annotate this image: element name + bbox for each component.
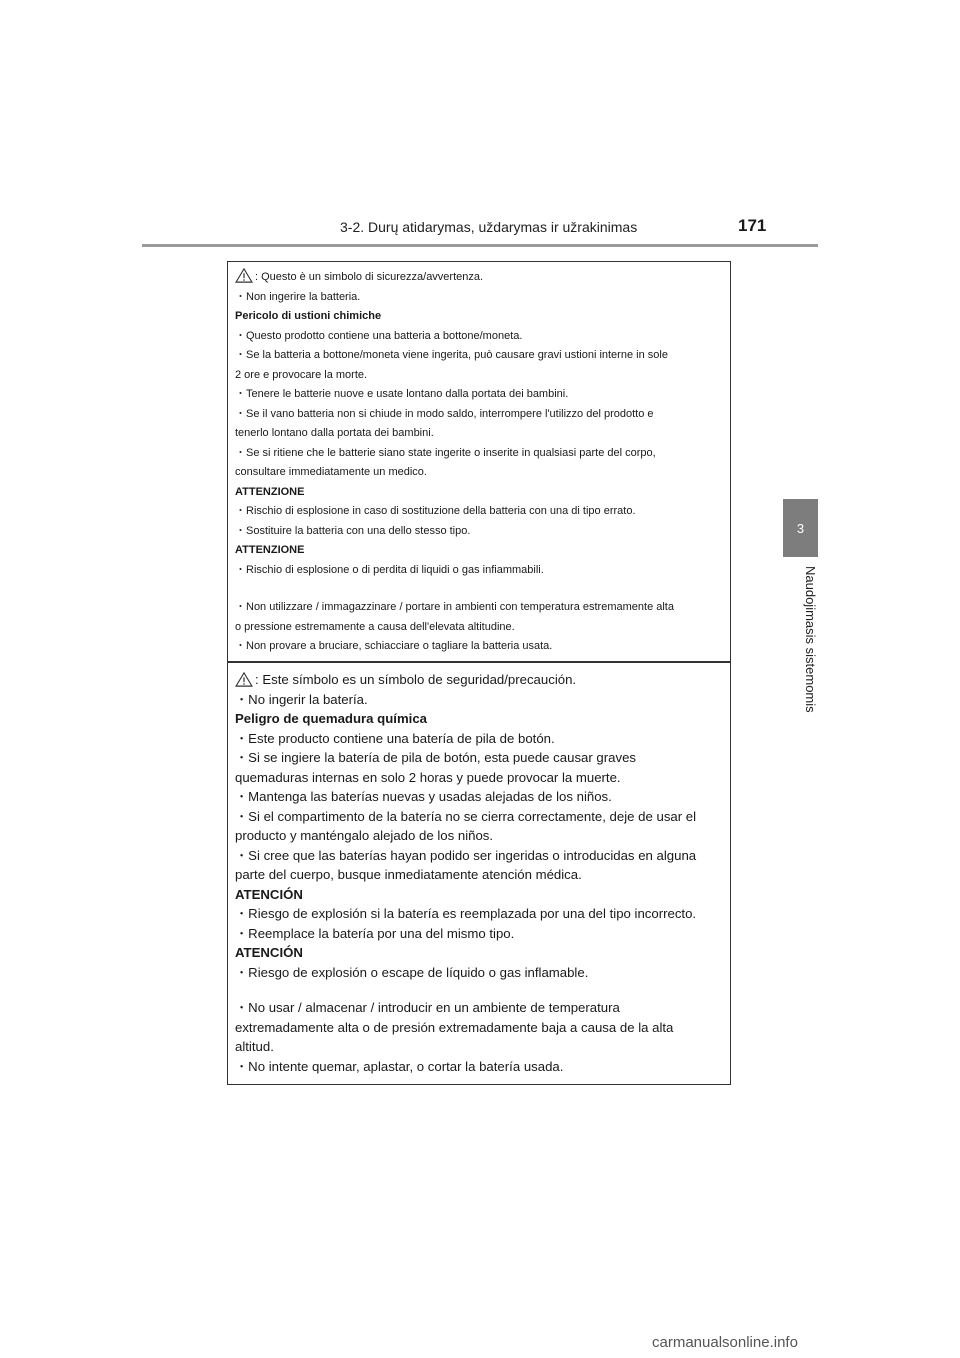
section-title: 3-2. Durų atidarymas, uždarymas ir užrakinimas [340, 219, 638, 235]
warning-triangle-icon [235, 268, 253, 283]
text-line: ・Tenere le batterie nuove e usate lontano dalla portata dei bambini. [235, 388, 569, 400]
text-line: ・Rischio di esplosione in caso di sostituzione della batteria con una di tipo errato. [235, 505, 636, 517]
text-line: ・Se si ritiene che le batterie siano state ingerite o inserite in qualsiasi parte del corpo, [235, 446, 656, 459]
text-line: ・Si se ingiere la batería de pila de botón, esta puede causar graves [235, 750, 637, 765]
text-line: ・Este producto contiene una batería de pila de botón. [235, 730, 555, 746]
text-line: ・Riesgo de explosión o escape de líquido o gas inflamable. [235, 964, 589, 980]
chapter-label: Naudojimasis sistemomis [803, 566, 818, 713]
text-line: ・No ingerir la batería. [235, 691, 368, 707]
text-line: ・No intente quemar, aplastar, o cortar la batería usada. [235, 1058, 564, 1074]
spacer [235, 580, 724, 598]
text-line: producto y manténgalo alejado de los niños. [235, 828, 494, 843]
subheading: ATENCIÓN [235, 886, 303, 902]
text-line: ・Non ingerire la batteria. [235, 290, 361, 303]
subheading: Peligro de quemadura química [235, 711, 427, 726]
spanish-warning-box [227, 661, 731, 1085]
text-line: ・Sostituire la batteria con una dello stesso tipo. [235, 524, 471, 537]
text-line: ・Non provare a bruciare, schiacciare o tagliare la batteria usata. [235, 640, 553, 652]
warning-line: : Este símbolo es un símbolo de seguridad/precaución. [235, 670, 724, 690]
subheading: ATTENZIONE [235, 544, 305, 556]
text-line: 2 ore e provocare la morte. [235, 368, 368, 381]
text-line: parte del cuerpo, busque inmediatamente atención médica. [235, 867, 582, 882]
header-divider [142, 244, 818, 247]
text-line: ・Si cree que las baterías hayan podido ser ingeridas o introducidas en alguna [235, 847, 697, 863]
subheading: ATENCIÓN [235, 945, 303, 960]
text-line: ・Riesgo de explosión si la batería es reemplazada por una del tipo incorrecto. [235, 906, 697, 921]
text-line: ・Rischio di esplosione o di perdita di liquidi o gas infiammabili. [235, 563, 544, 576]
spacer [235, 982, 724, 998]
text-line: extremadamente alta o de presión extremadamente baja a causa de la alta [235, 1019, 674, 1035]
text-line: ・Mantenga las baterías nuevas y usadas alejadas de los niños. [235, 789, 612, 804]
text-line: tenerlo lontano dalla portata dei bambini. [235, 427, 434, 439]
chapter-number: 3 [796, 520, 805, 536]
text-line: o pressione estremamente a causa dell'elevata altitudine. [235, 620, 515, 633]
text-line: consultare immediatamente un medico. [235, 466, 427, 478]
text-line: ・Questo prodotto contiene una batteria a bottone/moneta. [235, 329, 523, 342]
text-line: ・Reemplace la batería por una del mismo tipo. [235, 925, 515, 941]
subheading: Pericolo di ustioni chimiche [235, 310, 382, 322]
italian-warning-box [227, 261, 731, 663]
page-number: 171 [738, 216, 767, 235]
text-line: ・No usar / almacenar / introducir en un ambiente de temperatura [235, 1000, 620, 1015]
warning-triangle-icon [235, 672, 253, 687]
text-line: ・Se il vano batteria non si chiude in modo saldo, interrompere l'utilizzo del prodotto e [235, 407, 654, 420]
warning-line: : Questo è un simbolo di sicurezza/avvertenza. [235, 268, 724, 288]
chapter-tab [783, 499, 818, 557]
watermark-text: carmanualsonline.info [652, 1334, 798, 1351]
text-line: altitud. [235, 1039, 274, 1054]
subheading: ATTENZIONE [235, 485, 305, 498]
text-line: ・Non utilizzare / immagazzinare / portare in ambienti con temperatura estremamente alta [235, 601, 674, 613]
text-line: quemaduras internas en solo 2 horas y puede provocar la muerte. [235, 769, 621, 785]
text-line: ・Si el compartimento de la batería no se cierra correctamente, deje de usar el [235, 808, 697, 824]
text-line: ・Se la batteria a bottone/moneta viene ingerita, può causare gravi ustioni interne in sole [235, 349, 668, 361]
